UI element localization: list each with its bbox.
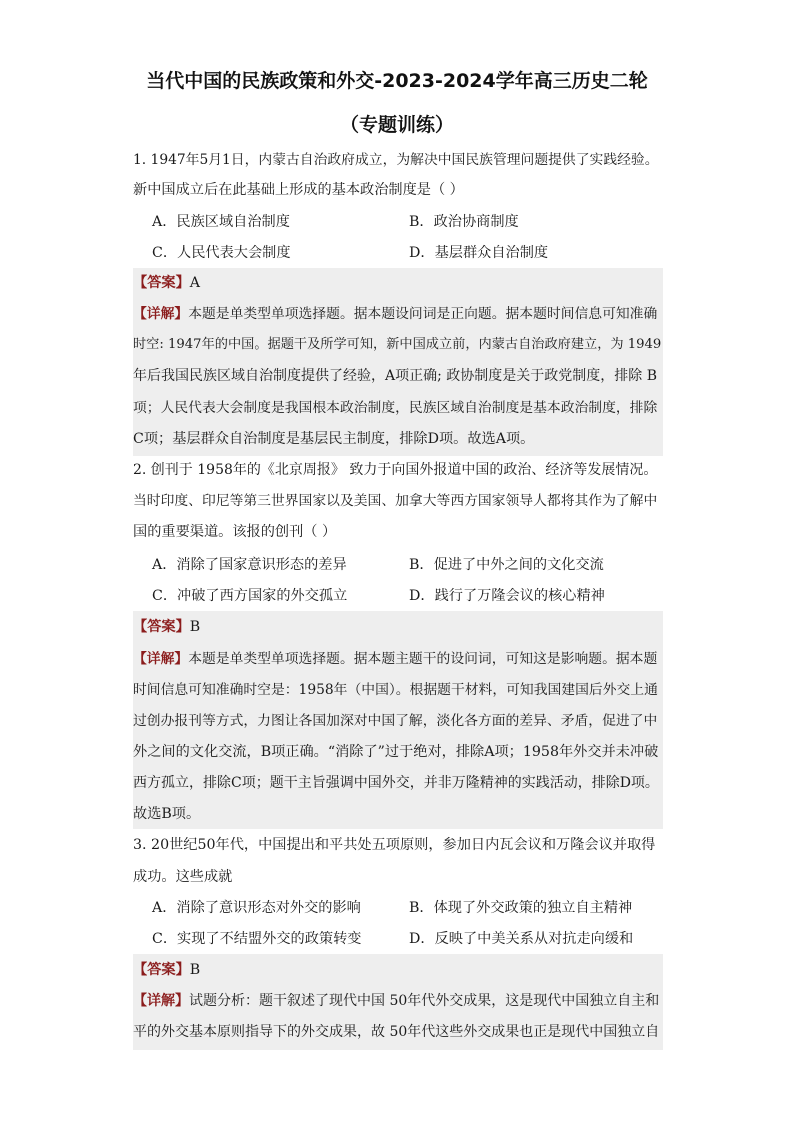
option-a: A．消除了国家意识形态的差异 <box>152 557 347 573</box>
detail-line: 时空: 1947年的中国。据题干及所学可知，新中国成立前，内蒙古自治政府建立，为 1949 <box>133 337 662 352</box>
option-d: D．基层群众自治制度 <box>409 245 549 261</box>
detail-line <box>133 991 663 1011</box>
question-stem-line: 3. 20世纪50年代，中国提出和平共处五项原则，参加日内瓦会议和万隆会议并取得 <box>133 837 656 853</box>
option-b: B．体现了外交政策的独立自主精神 <box>409 900 633 916</box>
question-stem-line: 当时印度、印尼等第三世界国家以及美国、加拿大等西方国家领导人都将其作为了解中 <box>133 493 658 509</box>
detail-line: 项；人民代表大会制度是我国根本政治制度，民族区域自治制度是基本政治制度，排除 <box>133 400 658 416</box>
detail-line: 时间信息可知准确时空是：1958年（中国）。根据题干材料，可知我国建国后外交上通 <box>133 682 658 698</box>
option-c: C．实现了不结盟外交的政策转变 <box>152 931 362 947</box>
detail-line: 平的外交基本原则指导下的外交成果，故 50年代这些外交成果也正是现代中国独立自 <box>133 1024 660 1040</box>
answer-tag: 【答案】 <box>133 619 190 635</box>
answer-value: B <box>189 962 201 978</box>
detail-line <box>133 649 663 669</box>
detail-line <box>133 304 663 324</box>
detail-line: C项；基层群众自治制度是基层民主制度，排除D项。故选A项。 <box>133 431 535 447</box>
answer-value: A <box>189 275 201 291</box>
detail-tag: 【详解】 <box>133 651 189 667</box>
option-a: A．民族区域自治制度 <box>152 214 290 230</box>
answer-tag: 【答案】 <box>133 962 190 978</box>
answer-line <box>133 273 663 293</box>
detail-text: 本题是单类型单项选择题。据本题主题干的设问词，可知这是影响题。据本题 <box>188 651 658 667</box>
detail-line: 西方孤立，排除C项；题干主旨强调中国外交，并非万隆精神的实践活动，排除D项。 <box>133 775 659 791</box>
detail-line: 过创办报刊等方式，力图让各国加深对中国了解，淡化各方面的差异、矛盾，促进了中 <box>133 713 658 729</box>
question-stem-line: 国的重要渠道。该报的创刊（ ） <box>133 524 337 540</box>
question-stem-line: 2. 创刊于 1958年的《北京周报》 致力于向国外报道中国的政治、经济等发展情况。 <box>133 462 658 478</box>
answer-line <box>133 617 663 637</box>
detail-tag: 【详解】 <box>133 993 189 1009</box>
detail-text: 本题是单类型单项选择题。据本题设问词是正向题。据本题时间信息可知准确 <box>188 306 658 322</box>
option-b: B．促进了中外之间的文化交流 <box>409 557 604 573</box>
option-c: C．冲破了西方国家的外交孤立 <box>152 588 348 604</box>
answer-line <box>133 960 663 980</box>
detail-line: 故选B项。 <box>133 806 201 822</box>
detail-line: 年后我国民族区域自治制度提供了经验，A项正确; 政协制度是关于政党制度，排除 B <box>133 368 658 384</box>
document-title: 当代中国的民族政策和外交-2023-2024学年高三历史二轮 <box>146 70 648 92</box>
option-d: D．反映了中美关系从对抗走向缓和 <box>409 931 634 947</box>
question-stem-line: 1. 1947年5月1日，内蒙古自治政府成立，为解决中国民族管理问题提供了实践经验。 <box>133 152 659 168</box>
detail-text: 试题分析：题干叙述了现代中国 50年代外交成果，这是现代中国独立自主和 <box>189 993 660 1009</box>
document-subtitle: （专题训练） <box>339 114 454 136</box>
option-a: A．消除了意识形态对外交的影响 <box>152 900 361 916</box>
question-stem-line: 成功。这些成就 <box>133 869 233 885</box>
detail-line: 外之间的文化交流，B项正确。“消除了”过于绝对，排除A项；1958年外交并未冲破 <box>133 744 659 760</box>
detail-tag: 【详解】 <box>133 306 189 322</box>
question-stem-line: 新中国成立后在此基础上形成的基本政治制度是（ ） <box>133 182 464 198</box>
option-c: C．人民代表大会制度 <box>152 245 291 261</box>
option-b: B．政治协商制度 <box>409 214 519 230</box>
option-d: D．践行了万隆会议的核心精神 <box>409 588 605 604</box>
answer-tag: 【答案】 <box>133 275 190 291</box>
answer-box <box>133 268 663 456</box>
answer-value: B <box>189 619 201 635</box>
